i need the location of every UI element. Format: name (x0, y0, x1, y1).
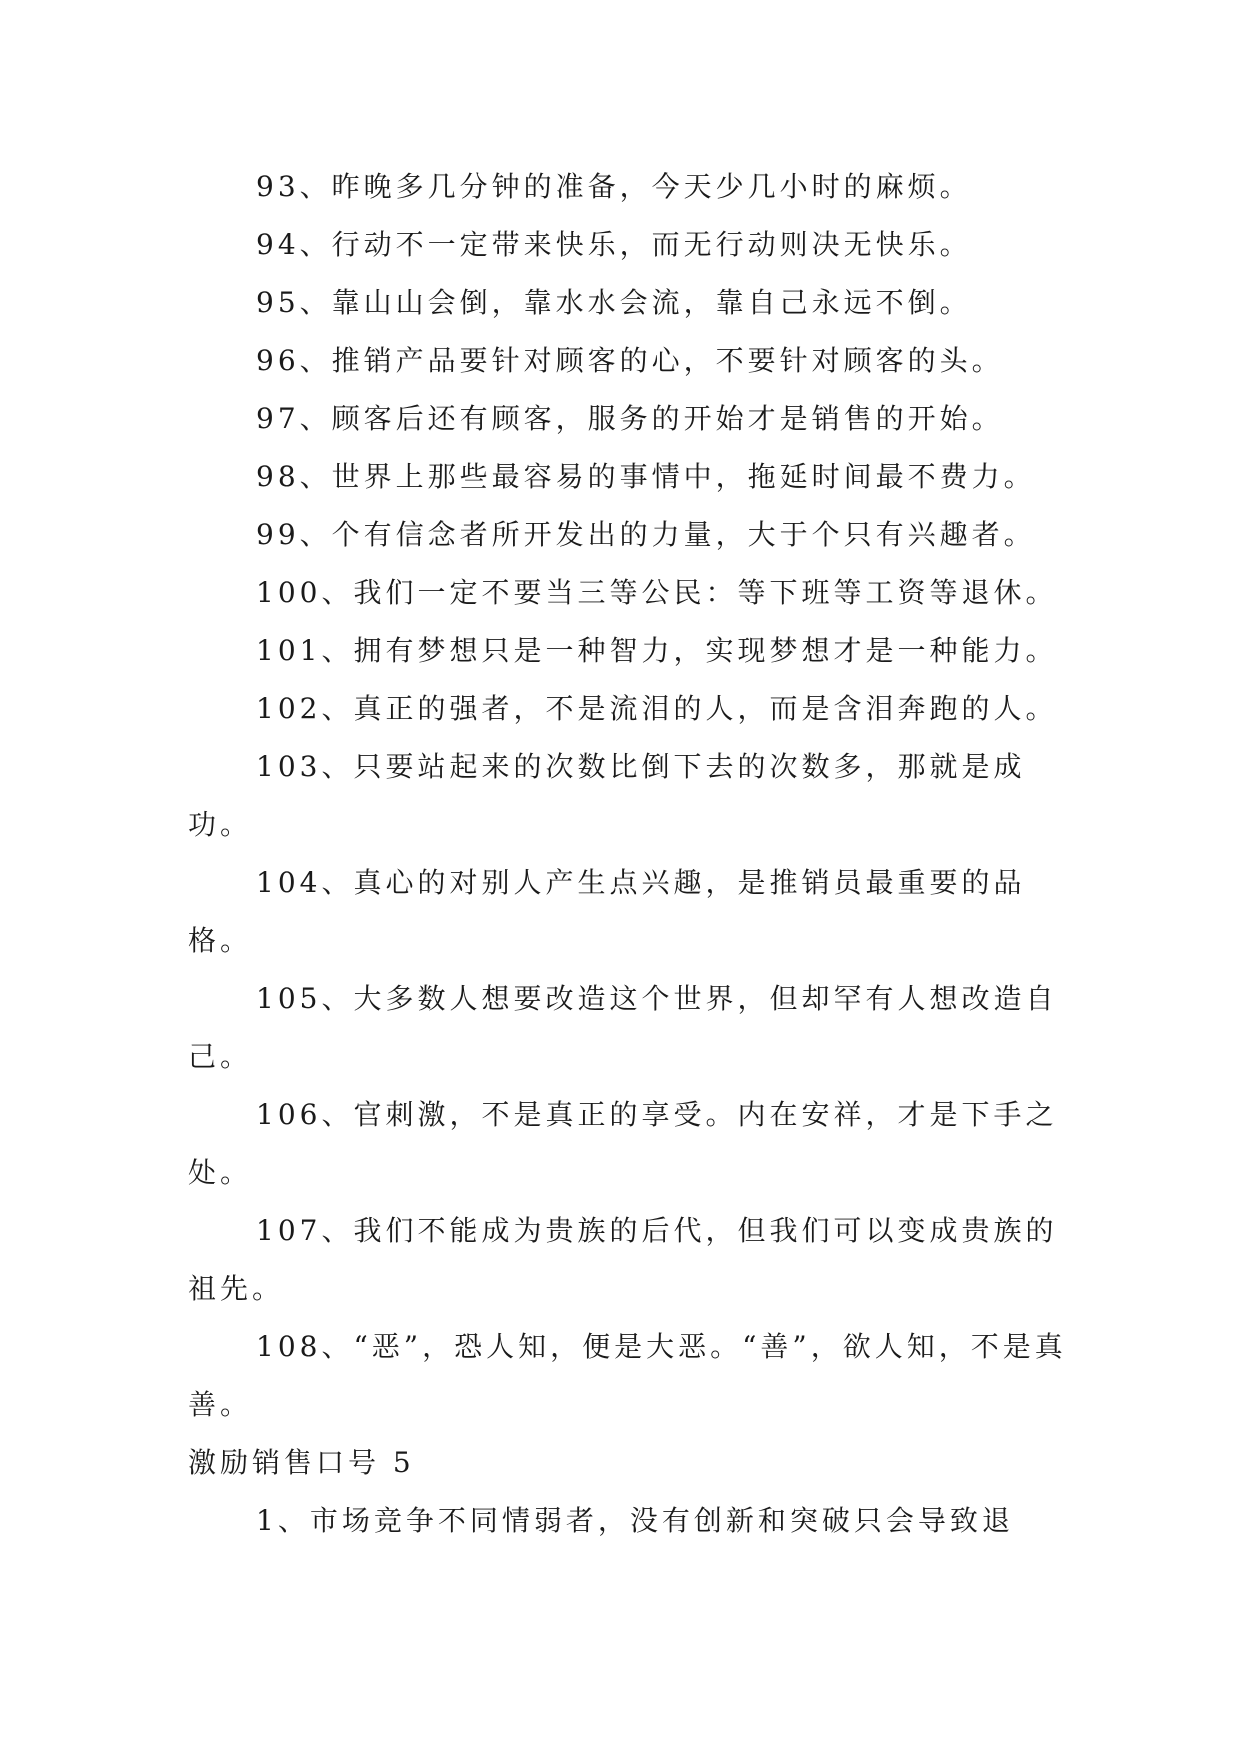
slogan-95: 95、靠山山会倒，靠水水会流，靠自己永远不倒。 (256, 286, 972, 319)
slogan-93: 93、昨晚多几分钟的准备，今天少几小时的麻烦。 (256, 170, 972, 203)
slogan-107: 107、我们不能成为贵族的后代，但我们可以变成贵族的祖先。 (188, 1214, 1058, 1305)
document-body (188, 158, 1068, 1550)
slogan-98: 98、世界上那些最容易的事情中，拖延时间最不费力。 (256, 460, 1036, 493)
slogan-99: 99、个有信念者所开发出的力量，大于个只有兴趣者。 (256, 518, 1036, 551)
slogan-102: 102、真正的强者，不是流泪的人，而是含泪奔跑的人。 (256, 692, 1058, 725)
slogan-106: 106、官刺激，不是真正的享受。内在安祥，才是下手之处。 (188, 1098, 1058, 1189)
slogan-104: 104、真心的对别人产生点兴趣，是推销员最重要的品格。 (188, 866, 1026, 957)
slogan-101: 101、拥有梦想只是一种智力，实现梦想才是一种能力。 (256, 634, 1058, 667)
slogan-100: 100、我们一定不要当三等公民：等下班等工资等退休。 (256, 576, 1058, 609)
section-heading: 激励销售口号 5 (188, 1446, 415, 1479)
slogan-94: 94、行动不一定带来快乐，而无行动则决无快乐。 (256, 228, 972, 261)
slogan-103: 103、只要站起来的次数比倒下去的次数多，那就是成功。 (188, 750, 1026, 841)
slogan-97: 97、顾客后还有顾客，服务的开始才是销售的开始。 (256, 402, 1004, 435)
slogan-108: 108、“恶”，恐人知，便是大恶。“善”，欲人知，不是真善。 (188, 1330, 1067, 1421)
slogan-105: 105、大多数人想要改造这个世界，但却罕有人想改造自己。 (188, 982, 1058, 1073)
section-slogan-1: 1、市场竞争不同情弱者，没有创新和突破只会导致退 (256, 1504, 1014, 1537)
slogan-96: 96、推销产品要针对顾客的心，不要针对顾客的头。 (256, 344, 1004, 377)
